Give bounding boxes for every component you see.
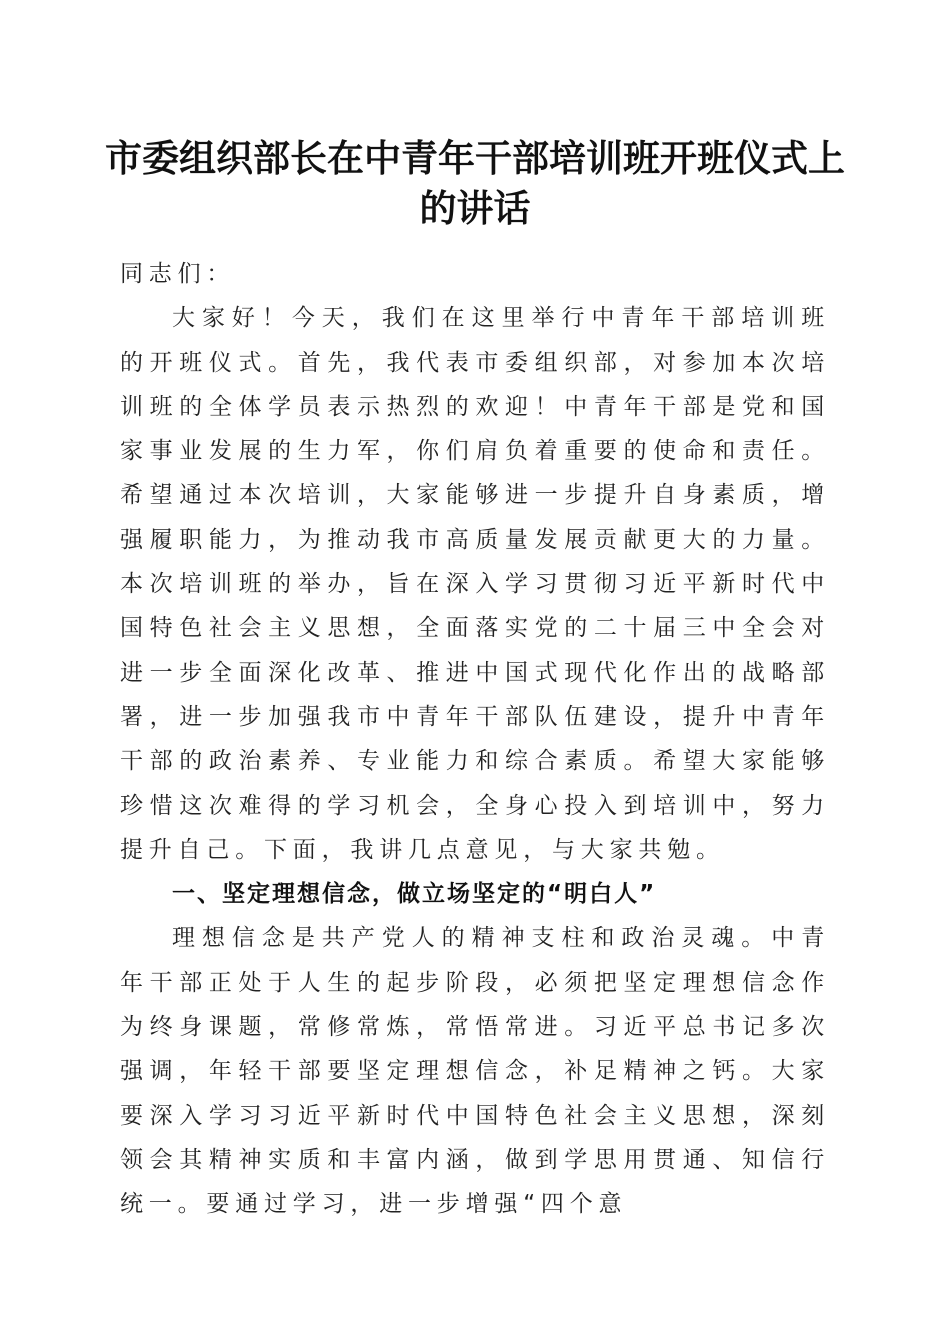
opening-paragraph: 大家好！今天，我们在这里举行中青年干部培训班的开班仪式。首先，我代表市委组织部，对参加本次培训班的全体学员表示热烈的欢迎！中青年干部是党和国家事业发展的生力军，你们肩负着重要的使命和责任。希望通过本次培训，大家能够进一步提升自身素质，增强履职能力，为推动我市高质量发展贡献更大的力量。本次培训班的举办，旨在深入学习贯彻习近平新时代中国特色社会主义思想，全面落实党的二十届三中全会对进一步全面深化改革、推进中国式现代化作出的战略部署，进一步加强我市中青年干部队伍建设，提升中青年干部的政治素养、专业能力和综合素质。希望大家能够珍惜这次难得的学习机会，全身心投入到培训中，努力提升自己。下面，我讲几点意见，与大家共勉。 (120, 305, 830, 863)
section-1-paragraph: 理想信念是共产党人的精神支柱和政治灵魂。中青年干部正处于人生的起步阶段，必须把坚定理想信念作为终身课题，常修常炼，常悟常进。习近平总书记多次强调，年轻干部要坚定理想信念，补足精神之钙。大家要深入学习习近平新时代中国特色社会主义思想，深刻领会其精神实质和丰富内涵，做到学思用贯通、知信行统一。要通过学习，进一步增强“四个意 (120, 925, 830, 1218)
title-line-1: 市委组织部长在中青年干部培训班开班仪式上 (105, 136, 845, 180)
document-body (120, 252, 830, 1227)
title-line-2: 的讲话 (419, 186, 531, 230)
section-heading-1: 一、坚定理想信念，做立场坚定的“明白人” (172, 881, 657, 908)
page-title (100, 133, 850, 233)
salutation: 同志们： (120, 261, 236, 287)
